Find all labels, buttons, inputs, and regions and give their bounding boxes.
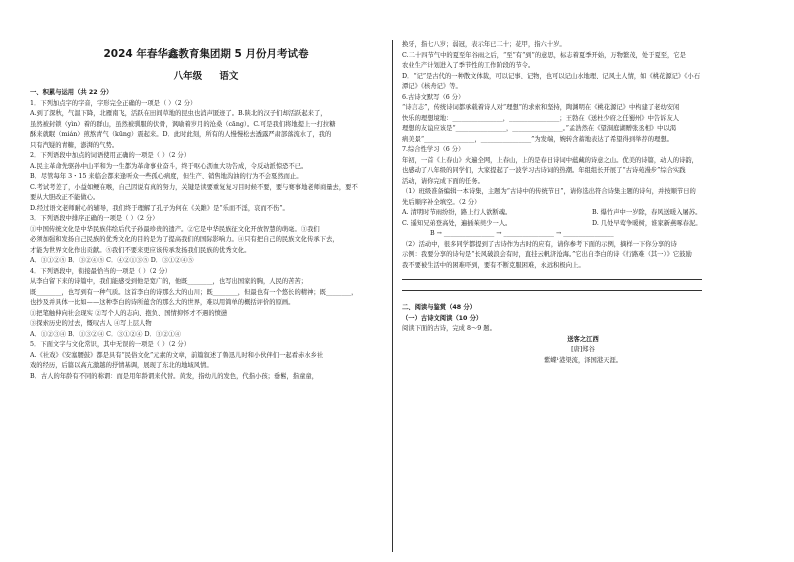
question-line: 农业生产计划进入了季节性的工作阶段的节令。	[402, 62, 535, 69]
question-line: 也抄及并具体一比如——这种李白的诗所蕴含的那么大的世界，难以用简单的概括评价的原画。	[30, 299, 295, 306]
question-line: 虽然被封锁（yìn）着的群山，虽然被驯服的伏骨，讽喻着岁月的沧桑（cāng）。C.可是我们将地提上一打拉糖	[30, 120, 336, 128]
question-line: D.经过语文老师耐心的辅导，我们终于理解了孔子为何在《关雎》是“乐而不淫，哀而不伤”。	[30, 204, 289, 212]
subsection-heading: （一）古诗文阅读（10 分）	[402, 314, 483, 322]
question-line: A.到了深秋，气温下降，北雁南飞，活跃在田间草地的昆虫也消声匿迹了。B.陕北的汉子们却活跃起来了，	[30, 110, 327, 117]
section-heading: 二、阅读与鉴赏（48 分）	[402, 304, 476, 311]
answer-blank-line	[402, 290, 702, 291]
question-line: （2）活动中，很多同学都提到了古诗作为古时的应有，请你参考下面的示例，摘样一下你分享的诗	[402, 240, 677, 248]
question-line: 5．下面文字与文化常识，其中无误的一项是（ ）（2 分）	[30, 341, 190, 348]
question-line: 先后顺序补全填空。（2 分）	[402, 198, 481, 206]
exam-subtitle: 八年级 语文	[173, 71, 239, 82]
poem-option: B. 爆竹声中一岁除，春风送暖入屠苏。	[592, 209, 702, 216]
question-line: 理想的友谊应该是“________________，________________。”孟浩然在《望洞庭湖赠张丞相》中以渴	[402, 125, 677, 132]
question-line: ③探索历史的过去，慨叹古人 ④写上层人物	[30, 320, 152, 327]
question-line: D．“记”是古代的一种散文体裁，可以记事、记物，也可以记山水地理、记风土人情，如《桃花源记》《小石	[402, 72, 700, 80]
question-line: ①中国传统文化是中华民族伟绘后代子孙最珍贵的遗产。②它是中华民族征文化开放智慧的萌毫。③我们	[30, 225, 320, 233]
question-line: 潭记》《核舟记》等。	[402, 83, 462, 90]
question-line: 1．下列加点字的字音，字形完全正确的一项是（ ）（2 分）	[30, 99, 197, 107]
answer-options: A．③①②⑤ B．③②④⑤ C．④②①③⑤ D．③①②④⑤	[30, 257, 194, 264]
question-line: 病美景“________________，________________”为发端，婉转含蓄地表达了希望得到举荐的理想。	[402, 135, 673, 143]
question-line: 年初，一首《上春山》火遍全网，上春山，上的是春日诗词中蕴藏的诗意之山。优美的诗篇，动人的诗韵，	[402, 156, 698, 164]
question-line: A.《社戏》《安塞腰鼓》都是具有“民俗文化”元素的文章，前篇叙述了鲁迅儿时和小伙伴们一起看赤水乡社	[30, 351, 324, 359]
question-line: C.二十四节气中的夏至年谷雨之后，“至”有“到”的意思，标志着夏季开始，万物繁茂，处于夏至，它是	[402, 51, 686, 59]
question-line: A.民主革命先驱孙中山平和为一生都为革命事业奋斗，终于呕心沥血大功告成，令反动派惊恐不已。	[30, 162, 308, 170]
exam-title: 2024 年春华鑫教育集团期 5 月份月考试卷	[103, 48, 309, 60]
answer-blank-line	[402, 279, 702, 280]
question-line: 也感动了八年级的同学们，大家提起了一波学习古诗词的热潮。年组组长开展了“古诗苑漫步”综合实践	[402, 167, 686, 174]
poem-author: [唐]郑谷	[571, 346, 595, 353]
question-line: 既________，也写到有一种气质。这首李白的诗那么大的山川；既________，但最也有一个悠长的精神；既________，	[30, 288, 358, 296]
question-line: 7.综合性学习（6 分）	[402, 146, 465, 153]
order-answer-line: B → ________________ → ________________ → ________________	[430, 230, 614, 237]
question-line: 我不要被生活中的困难吓到，要有不断克服困难，永远积极向上。	[402, 261, 585, 269]
question-line: 2．下列语段中加点的词语使用正确的一项是（ ）（2 分）	[30, 152, 190, 159]
question-line: 6.古诗文默写（6 分）	[402, 93, 465, 101]
poem-options-row	[402, 208, 764, 219]
question-line: 3．下列语段中排序正确的一项是（ ）（2 分）	[30, 215, 159, 222]
poem-option: C. 遥知兄弟登高处，遍插茱萸少一人。	[402, 219, 512, 227]
question-line: C.考试考差了，小益如鲠在喉，自己因说有真的努力，关键是读要重复复习目时候不要，要与赛事地老师商量去，要不	[30, 183, 358, 191]
poem-option: A. 清明时节雨纷纷，路上行人欲断魂。	[402, 209, 512, 216]
poem-options-row	[402, 219, 764, 230]
question-line: 换牙，指七八岁；弱冠，表示年已二十；花甲，指六十岁。	[402, 41, 566, 48]
question-line: ①把笔触伸向社会现实 ②写个人的志向、抱负、国情抑怀才不遇的愤懑	[30, 309, 228, 317]
section-heading: 一、积累与运用（共 22 分）	[30, 89, 113, 96]
poem-title: 送客之江西	[567, 335, 599, 343]
question-line: 只有汽疑的青糖，澎湃的气势。	[30, 141, 119, 149]
question-line: 酥来就眠（mián）煎熬青气（kūng）震起来。D．此时此刻，所有的人慢慢松去透露严肃部落流水了，我的	[30, 131, 332, 138]
left-column	[30, 88, 382, 382]
question-line: 活动，请你完成下面的任务。	[402, 177, 484, 185]
right-column	[402, 40, 764, 366]
question-line: 必须加强和发扬自己民族的优秀文化的目的是为了提高我们的国际影响力。④只有把自己的民族文化传承下去，	[30, 236, 339, 243]
question-line: 从李白留下来的诗篇中，我们能感受到他是宽广的，他既________，也写出国家的胸，人民的苦苦；	[30, 278, 308, 285]
question-line: （1）班级准备编辑一本诗集，主题为“古诗中的传统节日”，请你选出符合诗集主题的诗句，并按顺节日的	[402, 188, 696, 195]
question-line: 才能为世界文化作出贡献。⑤我们不要来更应该传承发扬我们民族的优秀文化。	[30, 246, 251, 254]
question-line: 要从大胆改正不能做心。	[30, 194, 100, 201]
column-divider	[392, 40, 393, 552]
question-line: B．尽管每年 3・15 来临会都来逢听众一些孤心病度，但生产、销售地沟油的行为不会戛然而止。	[30, 173, 303, 180]
question-line: B．古人的年龄有不同的称谓：而是用年龄谓来代替。黄发，指幼儿的发色，代指小孩；垂髫，指童童，	[30, 372, 318, 380]
question-line: 快乐的理想境地：________________，________________；王勃在《送杜少府之任蜀州》中告诉友人	[402, 114, 680, 122]
question-line: 戏的经历，后篇以高亢激越的抒情基调，展现了东北的地域风情。	[30, 362, 213, 369]
poem-option: D. 几处早莺争暖树，谁家新燕啄春泥。	[592, 219, 702, 227]
poem-line: 紫蝶¹港渠流，泽国港天涯。	[543, 356, 623, 364]
question-line: 阅读下面的古诗，完成 8～9 题。	[402, 325, 496, 332]
question-line: “诗言志”，传统诗词都承载着诗人对“理想”的求索和坚持，陶渊明在《桃花源记》中构建了老幼安闲	[402, 104, 680, 111]
question-line: 示例：我要分享的诗句是“长风破浪会有时，直挂云帆济沧海。”它出自李白的诗《行路难（其一）》它鼓励	[402, 251, 692, 258]
answer-options: A．①②③④ B．①③②④ C．③①②④ D．③②①④	[30, 330, 181, 338]
question-line: 4．下列语段中，衔接最恰当的一项是（ ）（2 分）	[30, 267, 172, 275]
